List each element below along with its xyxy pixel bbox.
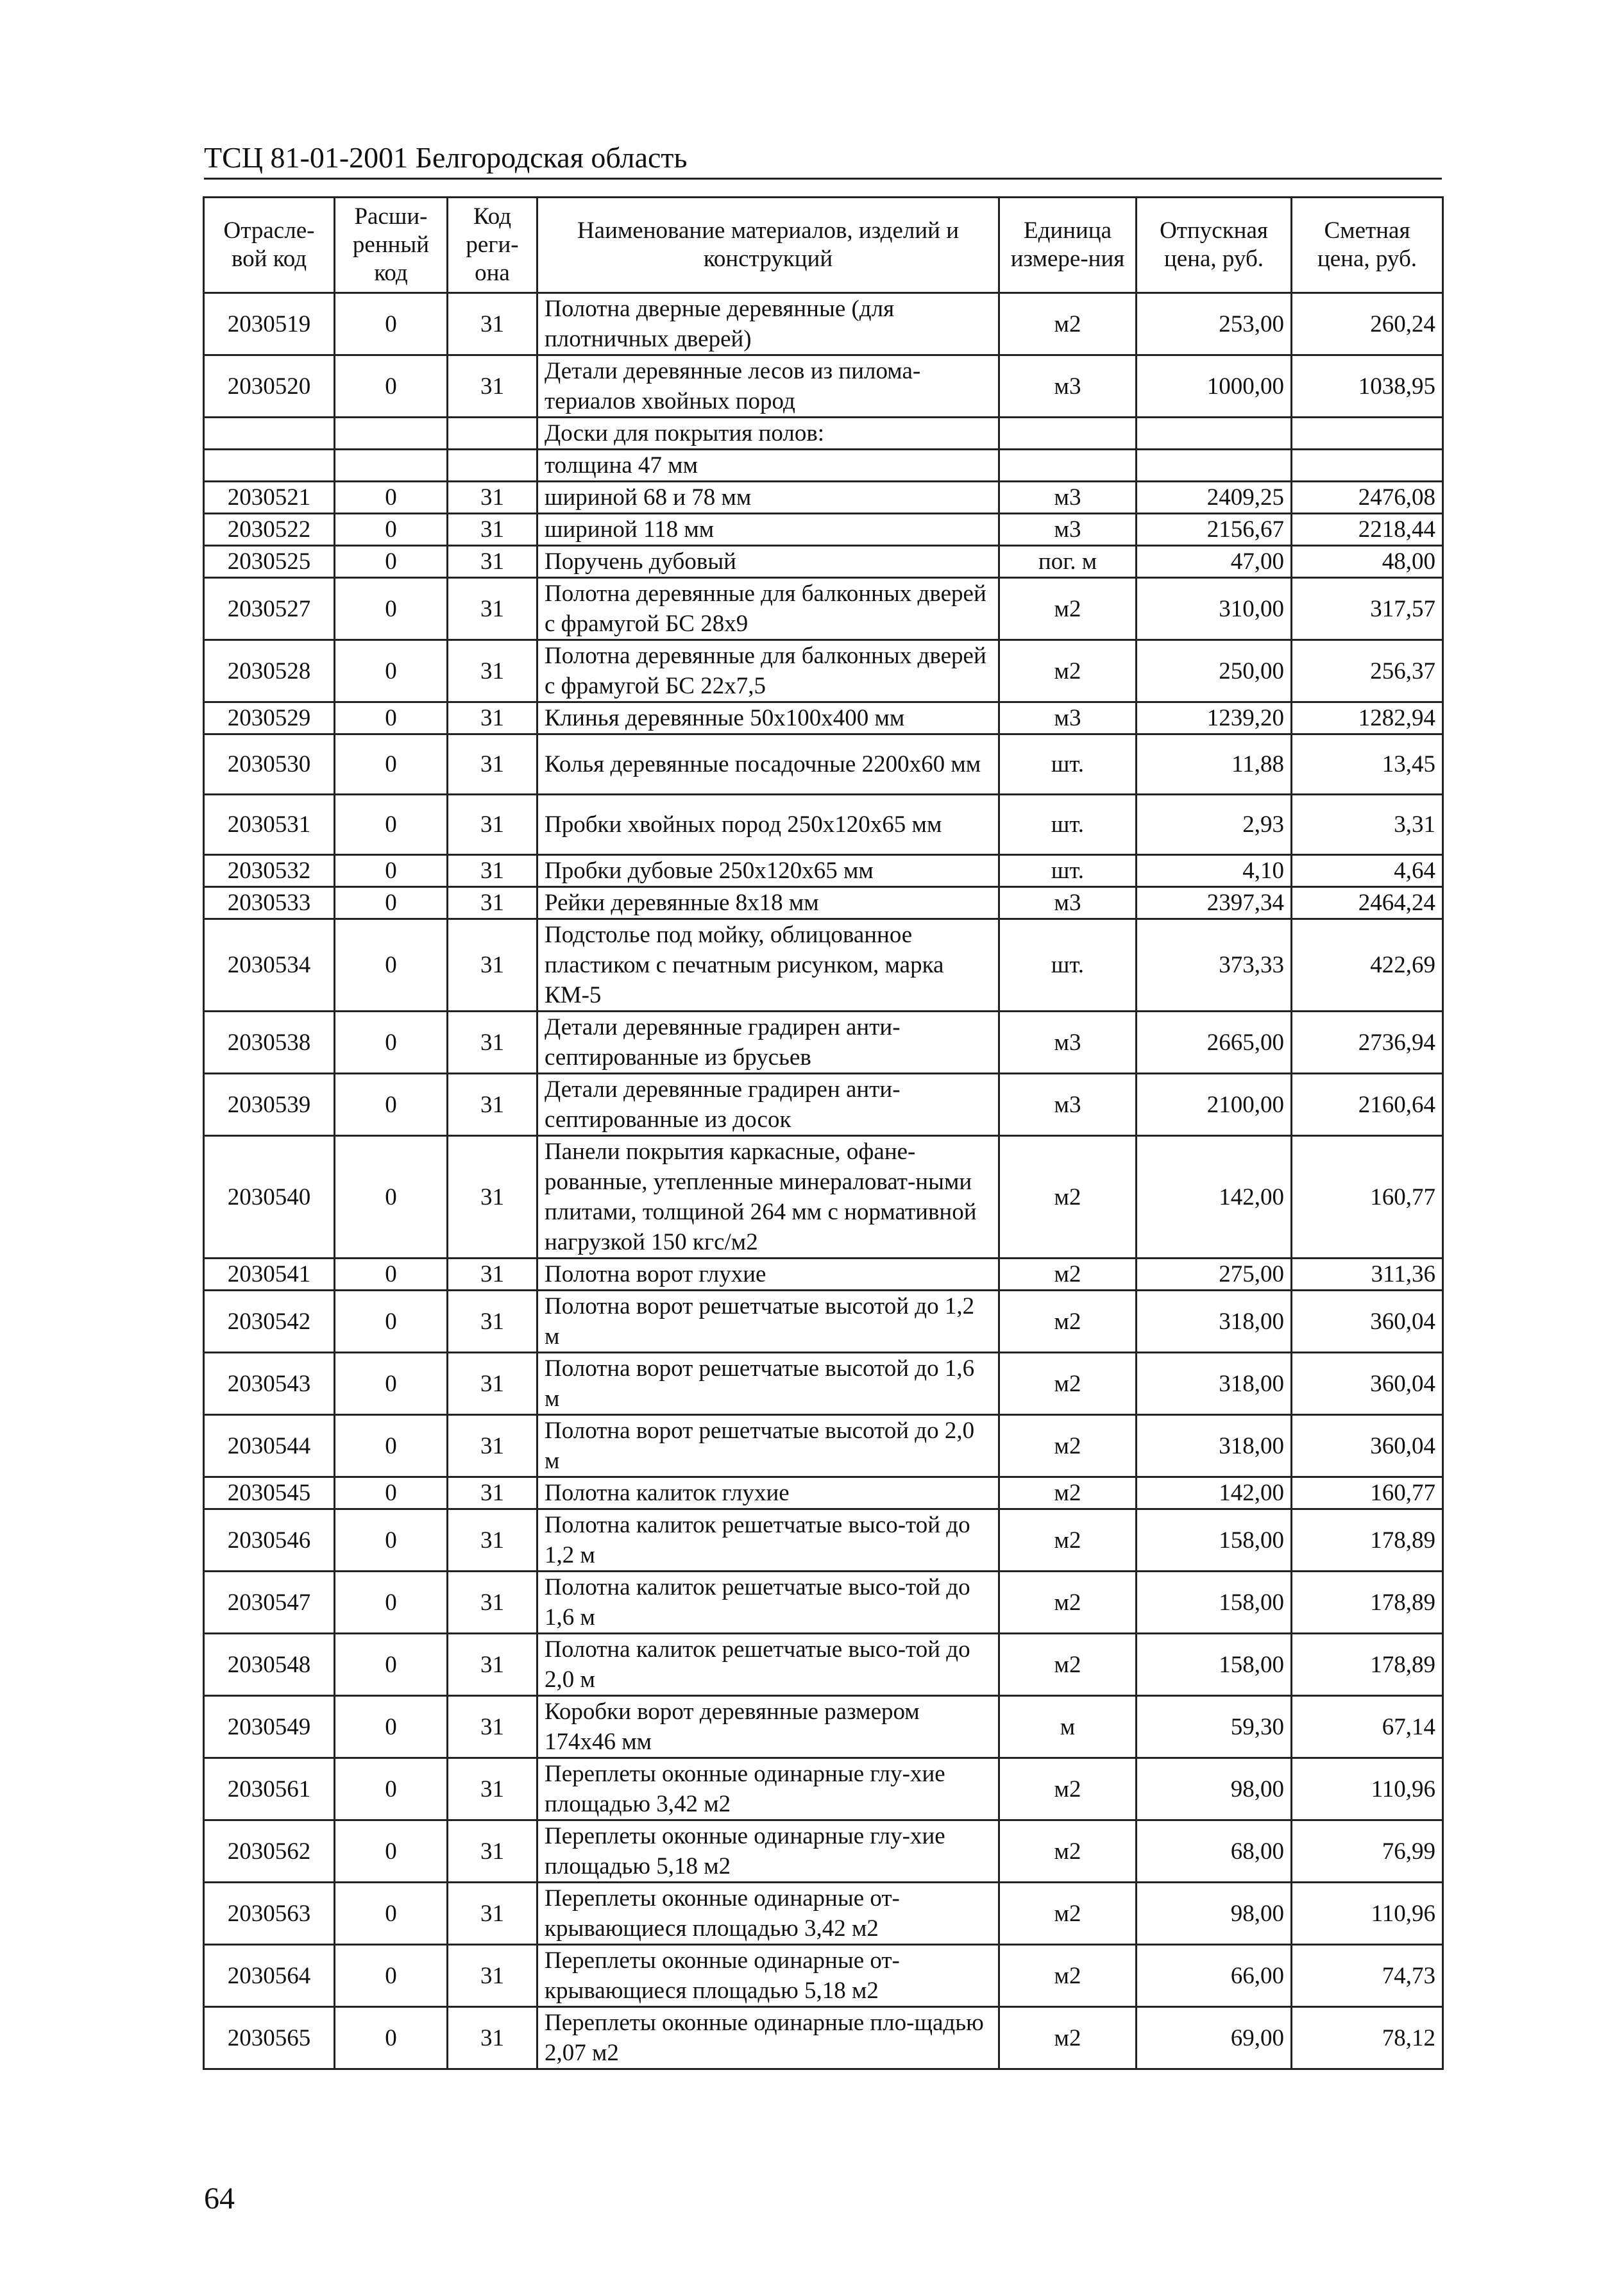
cell-estimate-price: 160,77 xyxy=(1292,1477,1443,1509)
cell-name: Клинья деревянные 50х100х400 мм xyxy=(537,702,999,734)
table-row xyxy=(204,1945,1443,2007)
table-row xyxy=(204,418,1443,450)
cell-region-code xyxy=(448,418,537,450)
cell-region-code: 31 xyxy=(448,1883,537,1945)
cell-code xyxy=(204,450,335,482)
cell-name: Полотна ворот глухие xyxy=(537,1259,999,1291)
cell-name: Полотна деревянные для балконных дверей с фрамугой БС 28х9 xyxy=(537,578,999,640)
cell-release-price: 11,88 xyxy=(1137,734,1292,795)
cell-name: Детали деревянные градирен анти-септированные из досок xyxy=(537,1074,999,1136)
cell-release-price xyxy=(1137,450,1292,482)
cell-extended-code: 0 xyxy=(335,1074,448,1136)
cell-estimate-price: 13,45 xyxy=(1292,734,1443,795)
table-row xyxy=(204,795,1443,855)
cell-name: Переплеты оконные одинарные от-крывающиеся площадью 3,42 м2 xyxy=(537,1883,999,1945)
cell-extended-code: 0 xyxy=(335,1415,448,1477)
col-header-name: Наименование материалов, изделий и конструкций xyxy=(537,198,999,293)
cell-code: 2030549 xyxy=(204,1696,335,1758)
cell-estimate-price xyxy=(1292,418,1443,450)
col-header-unit: Единица измере-ния xyxy=(999,198,1137,293)
cell-release-price: 318,00 xyxy=(1137,1415,1292,1477)
cell-code: 2030530 xyxy=(204,734,335,795)
cell-estimate-price: 178,89 xyxy=(1292,1509,1443,1572)
cell-release-price: 98,00 xyxy=(1137,1758,1292,1820)
cell-release-price: 2,93 xyxy=(1137,795,1292,855)
cell-estimate-price: 2736,94 xyxy=(1292,1012,1443,1074)
cell-name: Доски для покрытия полов: xyxy=(537,418,999,450)
cell-release-price: 158,00 xyxy=(1137,1572,1292,1634)
cell-extended-code: 0 xyxy=(335,293,448,355)
cell-code: 2030562 xyxy=(204,1820,335,1883)
cell-region-code: 31 xyxy=(448,1509,537,1572)
cell-unit: м2 xyxy=(999,1758,1137,1820)
cell-region-code: 31 xyxy=(448,482,537,514)
cell-unit: м2 xyxy=(999,1136,1137,1259)
cell-code: 2030525 xyxy=(204,546,335,578)
table-row xyxy=(204,1353,1443,1415)
cell-estimate-price: 1282,94 xyxy=(1292,702,1443,734)
cell-extended-code: 0 xyxy=(335,640,448,702)
cell-unit: пог. м xyxy=(999,546,1137,578)
cell-release-price: 98,00 xyxy=(1137,1883,1292,1945)
cell-region-code: 31 xyxy=(448,1477,537,1509)
cell-region-code: 31 xyxy=(448,734,537,795)
table-row xyxy=(204,1259,1443,1291)
cell-code: 2030522 xyxy=(204,514,335,546)
table-row xyxy=(204,1477,1443,1509)
cell-unit: м2 xyxy=(999,640,1137,702)
cell-extended-code: 0 xyxy=(335,1696,448,1758)
cell-region-code: 31 xyxy=(448,1074,537,1136)
cell-unit: м3 xyxy=(999,1012,1137,1074)
cell-name: Полотна калиток глухие xyxy=(537,1477,999,1509)
cell-estimate-price: 256,37 xyxy=(1292,640,1443,702)
cell-unit: м3 xyxy=(999,702,1137,734)
table-row xyxy=(204,293,1443,355)
cell-estimate-price: 3,31 xyxy=(1292,795,1443,855)
cell-region-code: 31 xyxy=(448,887,537,919)
cell-release-price: 68,00 xyxy=(1137,1820,1292,1883)
cell-name: Рейки деревянные 8х18 мм xyxy=(537,887,999,919)
cell-release-price: 275,00 xyxy=(1137,1259,1292,1291)
col-header-code: Отрасле-вой код xyxy=(204,198,335,293)
table-body xyxy=(204,293,1443,2069)
table-row xyxy=(204,1820,1443,1883)
col-header-release-price: Отпускная цена, руб. xyxy=(1137,198,1292,293)
cell-code: 2030541 xyxy=(204,1259,335,1291)
cell-name: Пробки хвойных пород 250х120х65 мм xyxy=(537,795,999,855)
cell-unit: м3 xyxy=(999,355,1137,418)
table-row xyxy=(204,1136,1443,1259)
cell-name: Полотна ворот решетчатые высотой до 2,0 м xyxy=(537,1415,999,1477)
cell-name: шириной 68 и 78 мм xyxy=(537,482,999,514)
cell-extended-code: 0 xyxy=(335,1012,448,1074)
cell-release-price: 69,00 xyxy=(1137,2007,1292,2069)
table-row xyxy=(204,640,1443,702)
cell-extended-code xyxy=(335,418,448,450)
cell-name: шириной 118 мм xyxy=(537,514,999,546)
cell-unit: м3 xyxy=(999,1074,1137,1136)
cell-estimate-price: 48,00 xyxy=(1292,546,1443,578)
table-row xyxy=(204,514,1443,546)
cell-region-code: 31 xyxy=(448,514,537,546)
cell-code: 2030531 xyxy=(204,795,335,855)
cell-release-price: 2100,00 xyxy=(1137,1074,1292,1136)
cell-unit xyxy=(999,418,1137,450)
cell-region-code: 31 xyxy=(448,1012,537,1074)
cell-extended-code: 0 xyxy=(335,546,448,578)
cell-estimate-price: 1038,95 xyxy=(1292,355,1443,418)
cell-code: 2030546 xyxy=(204,1509,335,1572)
cell-code: 2030544 xyxy=(204,1415,335,1477)
cell-unit: м2 xyxy=(999,1509,1137,1572)
cell-release-price: 158,00 xyxy=(1137,1634,1292,1696)
header-rule xyxy=(204,178,1442,180)
cell-extended-code: 0 xyxy=(335,578,448,640)
cell-release-price: 373,33 xyxy=(1137,919,1292,1012)
cell-name: Детали деревянные лесов из пилома-териалов хвойных пород xyxy=(537,355,999,418)
cell-release-price: 2397,34 xyxy=(1137,887,1292,919)
cell-extended-code: 0 xyxy=(335,1291,448,1353)
table-row xyxy=(204,355,1443,418)
cell-estimate-price: 78,12 xyxy=(1292,2007,1443,2069)
cell-code: 2030545 xyxy=(204,1477,335,1509)
cell-release-price: 59,30 xyxy=(1137,1696,1292,1758)
cell-region-code: 31 xyxy=(448,1353,537,1415)
cell-unit: м2 xyxy=(999,2007,1137,2069)
cell-extended-code: 0 xyxy=(335,1634,448,1696)
cell-code: 2030533 xyxy=(204,887,335,919)
cell-extended-code: 0 xyxy=(335,1136,448,1259)
cell-estimate-price: 160,77 xyxy=(1292,1136,1443,1259)
cell-unit: м3 xyxy=(999,887,1137,919)
cell-estimate-price xyxy=(1292,450,1443,482)
cell-region-code: 31 xyxy=(448,640,537,702)
table-row xyxy=(204,887,1443,919)
cell-name: Переплеты оконные одинарные глу-хие площадью 5,18 м2 xyxy=(537,1820,999,1883)
table-row xyxy=(204,734,1443,795)
cell-name: Пробки дубовые 250х120х65 мм xyxy=(537,855,999,887)
cell-region-code: 31 xyxy=(448,1572,537,1634)
cell-release-price: 2665,00 xyxy=(1137,1012,1292,1074)
cell-code: 2030521 xyxy=(204,482,335,514)
cell-unit: шт. xyxy=(999,795,1137,855)
cell-estimate-price: 178,89 xyxy=(1292,1572,1443,1634)
table-row xyxy=(204,578,1443,640)
cell-name: Коробки ворот деревянные размером 174х46 мм xyxy=(537,1696,999,1758)
cell-code: 2030538 xyxy=(204,1012,335,1074)
table-row xyxy=(204,702,1443,734)
cell-unit: м2 xyxy=(999,578,1137,640)
col-header-extended-code: Расши-ренный код xyxy=(335,198,448,293)
cell-estimate-price: 2464,24 xyxy=(1292,887,1443,919)
cell-extended-code: 0 xyxy=(335,1509,448,1572)
cell-release-price: 310,00 xyxy=(1137,578,1292,640)
cell-region-code: 31 xyxy=(448,1945,537,2007)
cell-unit: шт. xyxy=(999,919,1137,1012)
cell-estimate-price: 74,73 xyxy=(1292,1945,1443,2007)
cell-region-code: 31 xyxy=(448,1291,537,1353)
cell-release-price: 4,10 xyxy=(1137,855,1292,887)
cell-extended-code: 0 xyxy=(335,514,448,546)
cell-estimate-price: 76,99 xyxy=(1292,1820,1443,1883)
cell-estimate-price: 317,57 xyxy=(1292,578,1443,640)
cell-region-code: 31 xyxy=(448,1758,537,1820)
cell-release-price: 253,00 xyxy=(1137,293,1292,355)
cell-release-price: 66,00 xyxy=(1137,1945,1292,2007)
cell-extended-code: 0 xyxy=(335,734,448,795)
cell-code: 2030529 xyxy=(204,702,335,734)
cell-extended-code: 0 xyxy=(335,919,448,1012)
cell-name: Полотна деревянные для балконных дверей с фрамугой БС 22х7,5 xyxy=(537,640,999,702)
cell-code: 2030532 xyxy=(204,855,335,887)
cell-code: 2030527 xyxy=(204,578,335,640)
table-row xyxy=(204,1758,1443,1820)
cell-unit: м2 xyxy=(999,1945,1137,2007)
cell-code: 2030519 xyxy=(204,293,335,355)
cell-region-code: 31 xyxy=(448,795,537,855)
cell-release-price: 158,00 xyxy=(1137,1509,1292,1572)
cell-extended-code: 0 xyxy=(335,355,448,418)
cell-code: 2030547 xyxy=(204,1572,335,1634)
cell-name: Полотна калиток решетчатые высо-той до 2,0 м xyxy=(537,1634,999,1696)
cell-name: Полотна калиток решетчатые высо-той до 1,6 м xyxy=(537,1572,999,1634)
cell-unit: м3 xyxy=(999,514,1137,546)
cell-release-price: 2409,25 xyxy=(1137,482,1292,514)
cell-name: Полотна ворот решетчатые высотой до 1,2 м xyxy=(537,1291,999,1353)
cell-extended-code: 0 xyxy=(335,1883,448,1945)
cell-unit: м2 xyxy=(999,1820,1137,1883)
table-header-row xyxy=(204,198,1443,293)
cell-extended-code: 0 xyxy=(335,1820,448,1883)
cell-region-code: 31 xyxy=(448,1820,537,1883)
price-table xyxy=(203,196,1444,2070)
cell-region-code: 31 xyxy=(448,293,537,355)
cell-release-price: 47,00 xyxy=(1137,546,1292,578)
cell-name: Полотна ворот решетчатые высотой до 1,6 м xyxy=(537,1353,999,1415)
col-header-estimate-price: Сметная цена, руб. xyxy=(1292,198,1443,293)
cell-code: 2030534 xyxy=(204,919,335,1012)
cell-unit: м2 xyxy=(999,1259,1137,1291)
cell-name: Переплеты оконные одинарные пло-щадью 2,07 м2 xyxy=(537,2007,999,2069)
cell-release-price: 250,00 xyxy=(1137,640,1292,702)
cell-estimate-price: 178,89 xyxy=(1292,1634,1443,1696)
cell-release-price: 318,00 xyxy=(1137,1291,1292,1353)
table-row xyxy=(204,1696,1443,1758)
cell-region-code: 31 xyxy=(448,1696,537,1758)
cell-estimate-price: 110,96 xyxy=(1292,1883,1443,1945)
col-header-region-code: Код реги-она xyxy=(448,198,537,293)
cell-unit: шт. xyxy=(999,734,1137,795)
cell-code: 2030565 xyxy=(204,2007,335,2069)
cell-estimate-price: 360,04 xyxy=(1292,1291,1443,1353)
table-row xyxy=(204,919,1443,1012)
table-row xyxy=(204,1634,1443,1696)
cell-estimate-price: 422,69 xyxy=(1292,919,1443,1012)
cell-name: Поручень дубовый xyxy=(537,546,999,578)
cell-name: Колья деревянные посадочные 2200х60 мм xyxy=(537,734,999,795)
cell-region-code xyxy=(448,450,537,482)
cell-name: Детали деревянные градирен анти-септированные из брусьев xyxy=(537,1012,999,1074)
cell-estimate-price: 110,96 xyxy=(1292,1758,1443,1820)
table-row xyxy=(204,1074,1443,1136)
cell-name: Полотна дверные деревянные (для плотничных дверей) xyxy=(537,293,999,355)
cell-name: Подстолье под мойку, облицованное пластиком с печатным рисунком, марка КМ-5 xyxy=(537,919,999,1012)
cell-estimate-price: 260,24 xyxy=(1292,293,1443,355)
cell-code xyxy=(204,418,335,450)
cell-extended-code: 0 xyxy=(335,887,448,919)
table-row xyxy=(204,450,1443,482)
cell-release-price: 1239,20 xyxy=(1137,702,1292,734)
cell-region-code: 31 xyxy=(448,1634,537,1696)
table-row xyxy=(204,1415,1443,1477)
cell-region-code: 31 xyxy=(448,546,537,578)
table-row xyxy=(204,1291,1443,1353)
cell-code: 2030543 xyxy=(204,1353,335,1415)
page-header: ТСЦ 81-01-2001 Белгородская область xyxy=(204,141,688,174)
cell-unit: м2 xyxy=(999,1883,1137,1945)
table-row xyxy=(204,1012,1443,1074)
cell-extended-code xyxy=(335,450,448,482)
cell-unit: м2 xyxy=(999,1291,1137,1353)
cell-region-code: 31 xyxy=(448,1136,537,1259)
table-row xyxy=(204,1883,1443,1945)
cell-extended-code: 0 xyxy=(335,1572,448,1634)
cell-unit: м2 xyxy=(999,1477,1137,1509)
cell-release-price: 318,00 xyxy=(1137,1353,1292,1415)
cell-extended-code: 0 xyxy=(335,702,448,734)
table-row xyxy=(204,1509,1443,1572)
cell-region-code: 31 xyxy=(448,1259,537,1291)
cell-code: 2030564 xyxy=(204,1945,335,2007)
table-row xyxy=(204,855,1443,887)
cell-estimate-price: 360,04 xyxy=(1292,1415,1443,1477)
cell-unit xyxy=(999,450,1137,482)
cell-estimate-price: 4,64 xyxy=(1292,855,1443,887)
cell-code: 2030542 xyxy=(204,1291,335,1353)
cell-extended-code: 0 xyxy=(335,1477,448,1509)
cell-extended-code: 0 xyxy=(335,1259,448,1291)
cell-extended-code: 0 xyxy=(335,855,448,887)
cell-extended-code: 0 xyxy=(335,1353,448,1415)
cell-release-price: 1000,00 xyxy=(1137,355,1292,418)
cell-estimate-price: 67,14 xyxy=(1292,1696,1443,1758)
cell-region-code: 31 xyxy=(448,355,537,418)
cell-unit: м2 xyxy=(999,1415,1137,1477)
cell-estimate-price: 2218,44 xyxy=(1292,514,1443,546)
cell-region-code: 31 xyxy=(448,2007,537,2069)
page-number: 64 xyxy=(204,2182,235,2216)
table-row xyxy=(204,482,1443,514)
cell-region-code: 31 xyxy=(448,702,537,734)
table-row xyxy=(204,1572,1443,1634)
cell-region-code: 31 xyxy=(448,855,537,887)
cell-region-code: 31 xyxy=(448,578,537,640)
cell-code: 2030520 xyxy=(204,355,335,418)
cell-extended-code: 0 xyxy=(335,482,448,514)
cell-estimate-price: 360,04 xyxy=(1292,1353,1443,1415)
cell-unit: м2 xyxy=(999,1353,1137,1415)
cell-extended-code: 0 xyxy=(335,2007,448,2069)
cell-extended-code: 0 xyxy=(335,1945,448,2007)
cell-release-price: 142,00 xyxy=(1137,1136,1292,1259)
cell-unit: м xyxy=(999,1696,1137,1758)
cell-region-code: 31 xyxy=(448,919,537,1012)
cell-unit: м2 xyxy=(999,1572,1137,1634)
cell-code: 2030539 xyxy=(204,1074,335,1136)
cell-extended-code: 0 xyxy=(335,795,448,855)
cell-name: Переплеты оконные одинарные от-крывающиеся площадью 5,18 м2 xyxy=(537,1945,999,2007)
cell-name: Панели покрытия каркасные, офане-рованные, утепленные минераловат-ными плитами, толщиной 264 мм с нормативной нагрузкой 150 кгс/м2 xyxy=(537,1136,999,1259)
cell-unit: м2 xyxy=(999,293,1137,355)
table-row xyxy=(204,546,1443,578)
cell-region-code: 31 xyxy=(448,1415,537,1477)
cell-code: 2030528 xyxy=(204,640,335,702)
cell-estimate-price: 2160,64 xyxy=(1292,1074,1443,1136)
cell-name: Полотна калиток решетчатые высо-той до 1,2 м xyxy=(537,1509,999,1572)
cell-release-price: 2156,67 xyxy=(1137,514,1292,546)
cell-code: 2030561 xyxy=(204,1758,335,1820)
cell-name: Переплеты оконные одинарные глу-хие площадью 3,42 м2 xyxy=(537,1758,999,1820)
cell-unit: м2 xyxy=(999,1634,1137,1696)
cell-estimate-price: 2476,08 xyxy=(1292,482,1443,514)
cell-name: толщина 47 мм xyxy=(537,450,999,482)
cell-release-price xyxy=(1137,418,1292,450)
cell-estimate-price: 311,36 xyxy=(1292,1259,1443,1291)
cell-code: 2030563 xyxy=(204,1883,335,1945)
table-row xyxy=(204,2007,1443,2069)
cell-unit: шт. xyxy=(999,855,1137,887)
cell-extended-code: 0 xyxy=(335,1758,448,1820)
cell-code: 2030540 xyxy=(204,1136,335,1259)
cell-code: 2030548 xyxy=(204,1634,335,1696)
cell-release-price: 142,00 xyxy=(1137,1477,1292,1509)
cell-unit: м3 xyxy=(999,482,1137,514)
